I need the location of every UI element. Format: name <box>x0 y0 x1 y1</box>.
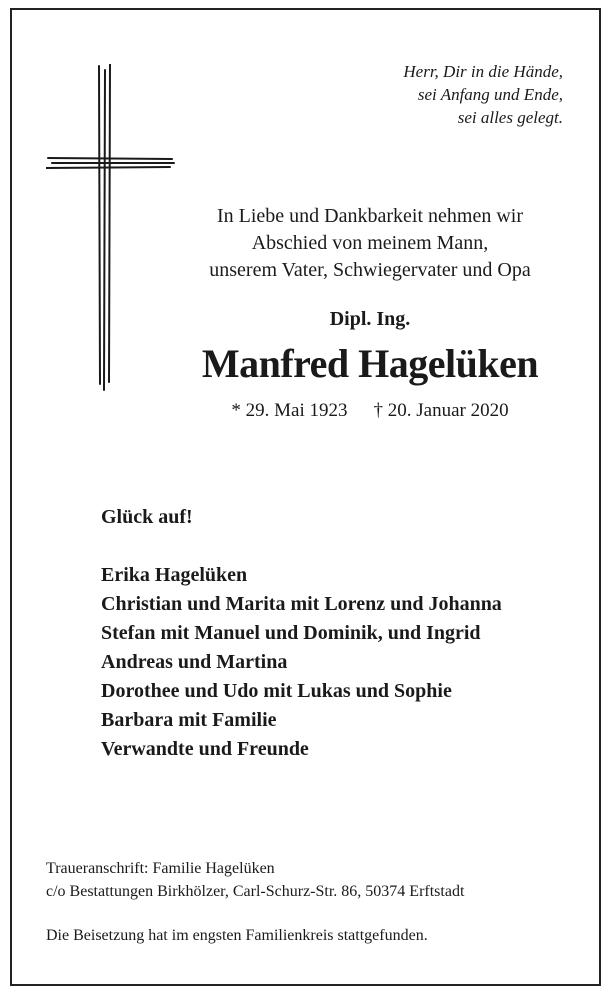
birth-date: * 29. Mai 1923 <box>231 400 348 421</box>
verse-line: sei alles gelegt. <box>457 108 563 127</box>
address-line: Traueranschrift: Familie Hagelüken <box>46 860 275 877</box>
death-date: † 20. Januar 2020 <box>373 400 509 421</box>
mourner-entry: Andreas und Martina <box>101 651 288 673</box>
mourner-entry: Verwandte und Freunde <box>101 738 309 760</box>
mourners-list <box>101 561 502 764</box>
verse-line: Herr, Dir in die Hände, <box>403 62 563 81</box>
mourner-entry: Erika Hagelüken <box>101 564 248 586</box>
mourner-entry: Christian und Marita mit Lorenz und Johanna <box>101 593 502 615</box>
intro-line: unserem Vater, Schwiegervater und Opa <box>209 259 531 281</box>
address-line: c/o Bestattungen Birkhölzer, Carl-Schurz-Str. 86, 50374 Erftstadt <box>46 883 465 900</box>
cross-icon <box>46 64 176 392</box>
deceased-name: Manfred Hagelüken <box>201 341 539 386</box>
mourning-address <box>46 857 464 903</box>
mourner-entry: Stefan mit Manuel und Dominik, und Ingrid <box>101 622 481 644</box>
intro-line: Abschied von meinem Mann, <box>251 232 489 254</box>
intro-line: In Liebe und Dankbarkeit nehmen wir <box>216 205 523 227</box>
bible-verse <box>323 60 563 129</box>
miner-greeting: Glück auf! <box>101 506 193 528</box>
life-dates <box>180 400 560 422</box>
verse-line: sei Anfang und Ende, <box>417 85 563 104</box>
mourner-entry: Dorothee und Udo mit Lukas und Sophie <box>101 680 452 702</box>
farewell-intro <box>180 203 560 284</box>
academic-title: Dipl. Ing. <box>329 308 411 330</box>
funeral-note: Die Beisetzung hat im engsten Familienkreis stattgefunden. <box>46 927 428 944</box>
mourner-entry: Barbara mit Familie <box>101 709 277 731</box>
